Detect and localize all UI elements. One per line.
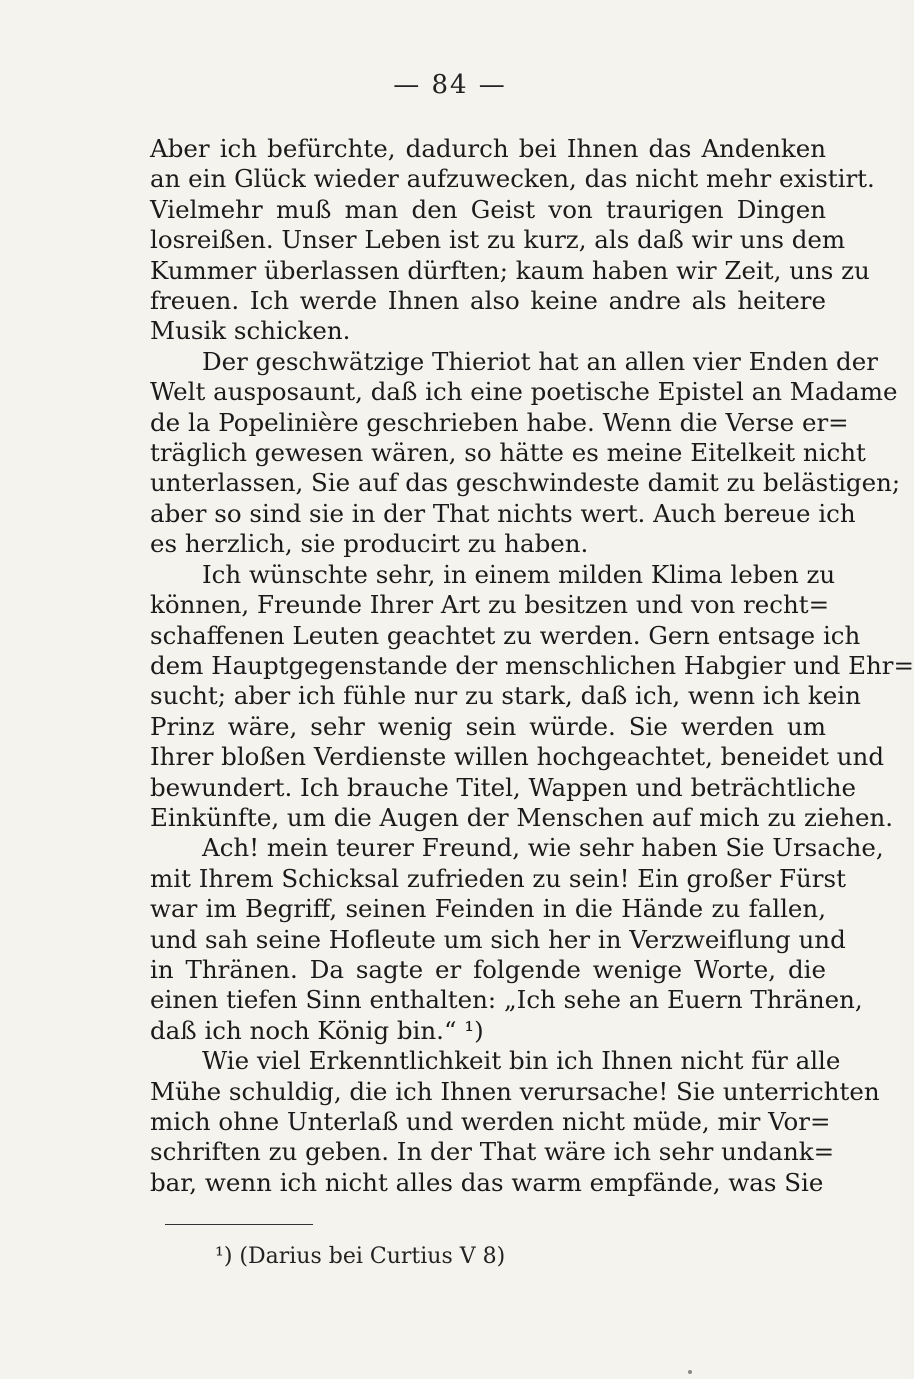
text-line: bewundert. Ich brauche Titel, Wappen und beträchtliche	[150, 772, 856, 802]
body-text	[150, 134, 914, 1198]
text-line: Prinz wäre, sehr wenig sein würde. Sie werden um	[150, 711, 826, 741]
text-line: schriften zu geben. In der That wäre ich sehr undank=	[150, 1137, 835, 1167]
text-line: an ein Glück wieder aufzuwecken, das nicht mehr existirt.	[150, 164, 875, 194]
page-number: — 84 —	[393, 70, 507, 100]
text-line: freuen. Ich werde Ihnen also keine andre als heitere	[150, 286, 826, 316]
text-line: Aber ich befürchte, dadurch bei Ihnen das Andenken	[150, 134, 826, 163]
paragraph	[150, 134, 875, 347]
text-line: de la Popelinière geschrieben habe. Wenn die Verse er=	[150, 407, 849, 437]
text-line: mich ohne Unterlaß und werden nicht müde, mir Vor=	[150, 1107, 831, 1136]
text-line: sucht; aber ich fühle nur zu stark, daß ich, wenn ich kein	[150, 681, 861, 711]
text-line: daß ich noch König bin.“ ¹)	[150, 1015, 484, 1045]
paper-speck	[688, 1370, 692, 1374]
text-line: Ich wünschte sehr, in einem milden Klima leben zu	[202, 559, 836, 589]
text-line: in Thränen. Da sagte er folgende wenige Worte, die	[150, 954, 826, 984]
footnote-divider	[165, 1224, 313, 1225]
text-line: Ihrer bloßen Verdienste willen hochgeachtet, beneidet und	[150, 742, 885, 772]
text-line: aber so sind sie in der That nichts wert. Auch bereue ich	[150, 498, 856, 528]
text-line: war im Begriff, seinen Feinden in die Hände zu fallen,	[150, 894, 826, 924]
footnote-text: (Darius bei Curtius V 8)	[239, 1244, 506, 1269]
text-line: losreißen. Unser Leben ist zu kurz, als daß wir uns dem	[150, 225, 846, 255]
text-line: schaffenen Leuten geachtet zu werden. Gern entsage ich	[150, 620, 861, 650]
paragraph	[150, 346, 901, 560]
text-line: Kummer überlassen dürften; kaum haben wir Zeit, uns zu	[150, 255, 870, 285]
text-line: Welt ausposaunt, daß ich eine poetische Epistel an Madame	[150, 377, 898, 407]
text-line: mit Ihrem Schicksal zufrieden zu sein! Ein großer Fürst	[150, 863, 846, 893]
paragraph	[150, 1046, 880, 1198]
text-line: können, Freunde Ihrer Art zu besitzen und von recht=	[150, 590, 830, 620]
text-line: bar, wenn ich nicht alles das warm empfände, was Sie	[150, 1167, 824, 1197]
paragraph	[150, 833, 884, 1046]
footnote	[215, 1244, 505, 1269]
text-line: Wie viel Erkenntlichkeit bin ich Ihnen nicht für alle	[202, 1046, 841, 1076]
text-line: Ach! mein teurer Freund, wie sehr haben Sie Ursache,	[202, 833, 884, 863]
text-line: es herzlich, sie producirt zu haben.	[150, 529, 589, 559]
text-line: unterlassen, Sie auf das geschwindeste damit zu belästigen;	[150, 468, 901, 498]
text-line: und sah seine Hofleute um sich her in Verzweiflung und	[150, 924, 846, 954]
paragraph	[150, 559, 914, 834]
footnote-marker: ¹)	[215, 1244, 233, 1269]
text-line: Mühe schuldig, die ich Ihnen verursache! Sie unterrichten	[150, 1076, 880, 1106]
text-line: Der geschwätzige Thieriot hat an allen vier Enden der	[202, 346, 878, 376]
text-line: dem Hauptgegenstande der menschlichen Habgier und Ehr=	[150, 650, 914, 680]
text-line: Vielmehr muß man den Geist von traurigen Dingen	[150, 194, 826, 224]
text-line: einen tiefen Sinn enthalten: „Ich sehe an Euern Thränen,	[150, 985, 863, 1015]
text-line: träglich gewesen wären, so hätte es meine Eitelkeit nicht	[150, 438, 866, 468]
text-line: Einkünfte, um die Augen der Menschen auf mich zu ziehen.	[150, 802, 894, 832]
text-line: Musik schicken.	[150, 316, 351, 346]
